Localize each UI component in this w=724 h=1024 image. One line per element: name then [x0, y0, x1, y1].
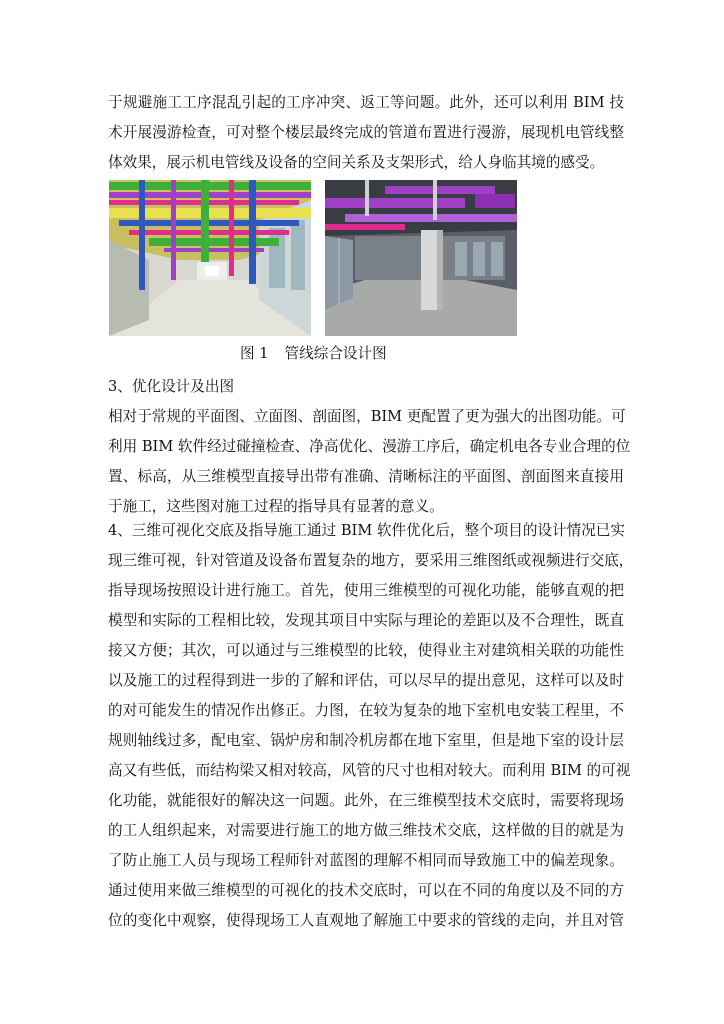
- text-line: 通过使用来做三维模型的可视化的技术交底时，可以在不同的角度以及不同的方: [108, 882, 624, 899]
- section-4-paragraph: [108, 516, 634, 936]
- bim-render-corridor-svg: [109, 180, 311, 336]
- text-line: 高又有些低，而结构梁又相对较高，风管的尺寸也相对较大。而利用 BIM 的可视: [108, 762, 631, 779]
- text-line: 接又方便；其次，可以通过与三维模型的比较，使得业主对建筑相关联的功能性: [108, 642, 624, 659]
- text-line: 的工人组织起来，对需要进行施工的地方做三维技术交底，这样做的目的就是为: [108, 822, 624, 839]
- text-line: 以及施工的过程得到进一步的了解和评估，可以尽早的提出意见，这样可以及时: [108, 672, 624, 689]
- text-line: 化功能，就能很好的解决这一问题。此外，在三维模型技术交底时，需要将现场: [108, 792, 624, 809]
- text-line: 体效果，展示机电管线及设备的空间关系及支架形式，给人身临其境的感受。: [108, 154, 605, 171]
- bim-render-room-image: [325, 180, 517, 336]
- bim-render-corridor-image: [109, 180, 311, 336]
- text-line: 的对可能发生的情况作出修正。力图，在较为复杂的地下室机电安装工程里，不: [108, 702, 624, 719]
- text-line: 现三维可视，针对管道及设备布置复杂的地方，要采用三维图纸或视频进行交底，: [108, 552, 634, 569]
- text-line: 利用 BIM 软件经过碰撞检查、净高优化、漫游工序后，确定机电各专业合理的位: [108, 438, 631, 455]
- text-line: 位的变化中观察，使得现场工人直观地了解施工中要求的管线的走向，并且对管: [108, 912, 624, 929]
- text-line: 置、标高，从三维模型直接导出带有准确、清晰标注的平面图、剖面图来直接用: [108, 468, 624, 485]
- text-line: 指导现场按照设计进行施工。首先，使用三维模型的可视化功能，能够直观的把: [108, 582, 624, 599]
- section-3-heading: 3、优化设计及出图: [108, 378, 235, 395]
- text-line: 模型和实际的工程相比较，发现其项目中实际与理论的差距以及不合理性，既直: [108, 612, 624, 629]
- bim-render-room-svg: [325, 180, 517, 336]
- text-line: 于施工，这些图对施工过程的指导具有显著的意义。: [108, 498, 444, 515]
- text-line: 了防止施工人员与现场工程师针对蓝图的理解不相同而导致施工中的偏差现象。: [108, 852, 624, 869]
- figure-caption: [240, 342, 387, 366]
- text-line: 4、三维可视化交底及指导施工通过 BIM 软件优化后，整个项目的设计情况已实: [108, 522, 625, 539]
- figure-label: 图 1: [240, 345, 269, 362]
- intro-paragraph: [108, 88, 624, 178]
- text-line: 术开展漫游检查，可对整个楼层最终完成的管道布置进行漫游，展现机电管线整: [108, 124, 624, 141]
- text-line: 相对于常规的平面图、立面图、剖面图，BIM 更配置了更为强大的出图功能。可: [108, 408, 626, 425]
- figure-title: 管线综合设计图: [284, 345, 387, 362]
- text-line: 于规避施工工序混乱引起的工序冲突、返工等问题。此外，还可以利用 BIM 技: [108, 94, 624, 111]
- text-line: 规则轴线过多，配电室、锅炉房和制冷机房都在地下室里，但是地下室的设计层: [108, 732, 624, 749]
- section-3-paragraph: [108, 402, 631, 522]
